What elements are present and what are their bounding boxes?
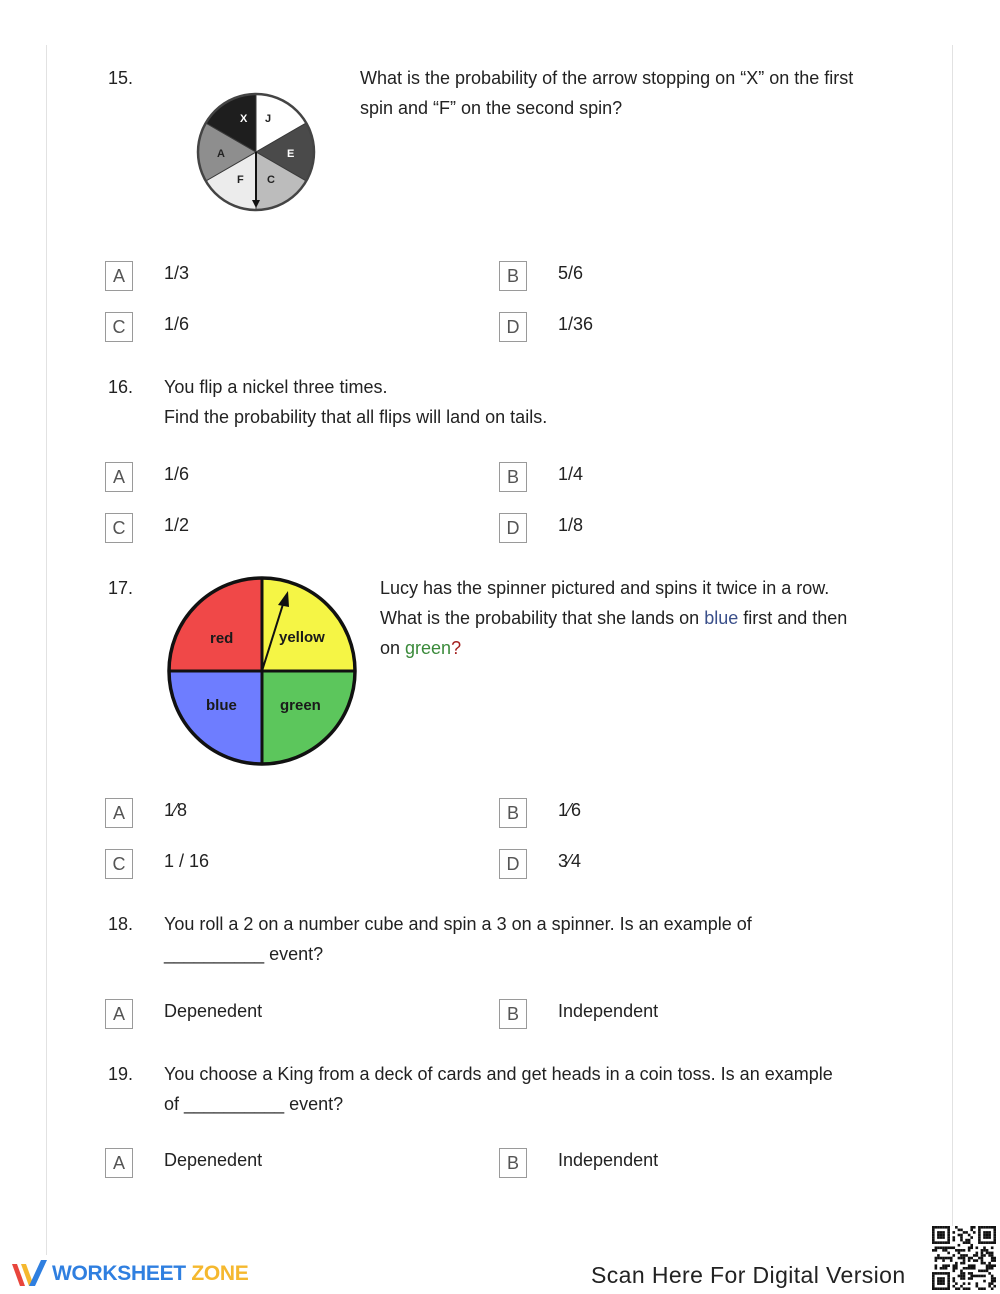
option-value: 1 / 16 bbox=[164, 851, 210, 871]
option-letter-box: B bbox=[499, 999, 527, 1029]
option-letter-box: D bbox=[499, 312, 527, 342]
q17-option-a[interactable] bbox=[105, 798, 465, 830]
question-16-line-2: Find the probability that all flips will land on tails. bbox=[164, 407, 548, 427]
q19-option-a[interactable] bbox=[105, 1148, 465, 1180]
scan-text: Scan Here For Digital Version bbox=[591, 1262, 906, 1288]
option-letter-box: B bbox=[499, 798, 527, 828]
spinner15-label-a: A bbox=[217, 148, 225, 160]
spinner17-label-yellow: yellow bbox=[279, 629, 325, 646]
option-letter-box: D bbox=[499, 513, 527, 543]
option-value: 1/8 bbox=[558, 515, 584, 535]
question-17-line-2 bbox=[380, 603, 847, 633]
option-letter-box: B bbox=[499, 462, 527, 492]
question-15-spinner bbox=[195, 91, 317, 213]
page-right-border bbox=[952, 45, 953, 1255]
option-value: 1/36 bbox=[558, 314, 594, 334]
brand-part-2: ZONE bbox=[191, 1262, 249, 1285]
worksheet-zone-logo-icon[interactable] bbox=[10, 1258, 50, 1290]
q17-line2-start: What is the probability that she lands on bbox=[380, 608, 705, 628]
qr-code-icon[interactable] bbox=[932, 1226, 996, 1290]
page-left-border bbox=[46, 45, 47, 1255]
question-18-line-1: You roll a 2 on a number cube and spin a 3 on a spinner. Is an example of bbox=[164, 914, 752, 934]
question-16-number: 16. bbox=[108, 377, 134, 397]
question-17-spinner bbox=[166, 575, 358, 767]
option-value: Depenedent bbox=[164, 1001, 263, 1021]
question-15-line-2: spin and “F” on the second spin? bbox=[360, 98, 623, 118]
question-19-line-2: of __________ event? bbox=[164, 1094, 344, 1114]
option-value: 1/3 bbox=[164, 263, 190, 283]
option-value: 1/4 bbox=[558, 464, 584, 484]
question-15-number: 15. bbox=[108, 68, 134, 88]
option-value: 1⁄6 bbox=[558, 800, 582, 820]
q17-option-d[interactable] bbox=[499, 849, 859, 881]
option-letter-box: A bbox=[105, 261, 133, 291]
q15-option-d[interactable] bbox=[499, 312, 859, 344]
q17-word-green: green bbox=[405, 638, 452, 658]
q16-option-c[interactable] bbox=[105, 513, 465, 545]
q16-option-d[interactable] bbox=[499, 513, 859, 545]
question-19-line-1: You choose a King from a deck of cards and get heads in a coin toss. Is an example bbox=[164, 1064, 833, 1084]
option-letter-box: A bbox=[105, 1148, 133, 1178]
option-letter-box: B bbox=[499, 1148, 527, 1178]
q17-question-mark: ? bbox=[451, 638, 462, 658]
option-value: 1⁄8 bbox=[164, 800, 188, 820]
q17-line3-start: on bbox=[380, 638, 406, 658]
q19-option-b[interactable] bbox=[499, 1148, 859, 1180]
option-letter-box: D bbox=[499, 849, 527, 879]
q17-word-blue: blue bbox=[704, 608, 739, 628]
spinner15-label-j: J bbox=[265, 113, 272, 125]
question-17-line-1: Lucy has the spinner pictured and spins it twice in a row. bbox=[380, 578, 830, 598]
q17-option-b[interactable] bbox=[499, 798, 859, 830]
option-letter-box: C bbox=[105, 849, 133, 879]
option-value: 1/6 bbox=[164, 314, 190, 334]
option-letter-box: A bbox=[105, 798, 133, 828]
question-16-text bbox=[164, 372, 547, 432]
option-value: Independent bbox=[558, 1150, 659, 1170]
question-19-number: 19. bbox=[108, 1064, 134, 1084]
spinner17-label-blue: blue bbox=[206, 697, 237, 714]
option-letter-box: A bbox=[105, 999, 133, 1029]
spinner15-label-e: E bbox=[287, 148, 295, 160]
spinner15-label-x: X bbox=[240, 113, 248, 125]
option-value: Depenedent bbox=[164, 1150, 263, 1170]
q18-option-a[interactable] bbox=[105, 999, 465, 1031]
spinner17-label-green: green bbox=[280, 697, 321, 714]
option-value: Independent bbox=[558, 1001, 659, 1021]
q15-option-b[interactable] bbox=[499, 261, 859, 293]
question-16-line-1: You flip a nickel three times. bbox=[164, 377, 388, 397]
brand-part-1: WORKSHEET bbox=[52, 1262, 186, 1285]
q16-option-b[interactable] bbox=[499, 462, 859, 494]
option-letter-box: C bbox=[105, 513, 133, 543]
option-letter-box: C bbox=[105, 312, 133, 342]
q18-option-b[interactable] bbox=[499, 999, 859, 1031]
q15-option-c[interactable] bbox=[105, 312, 465, 344]
spinner17-label-red: red bbox=[210, 630, 234, 647]
question-17-line-3 bbox=[380, 633, 847, 663]
option-value: 1/2 bbox=[164, 515, 190, 535]
brand-name[interactable] bbox=[52, 1262, 249, 1286]
question-15-text bbox=[360, 63, 853, 123]
q17-option-c[interactable] bbox=[105, 849, 465, 881]
question-15-line-1: What is the probability of the arrow stopping on “X” on the first bbox=[360, 68, 854, 88]
question-18-text bbox=[164, 909, 752, 969]
q16-option-a[interactable] bbox=[105, 462, 465, 494]
question-18-line-2: __________ event? bbox=[164, 944, 324, 964]
option-letter-box: A bbox=[105, 462, 133, 492]
question-18-number: 18. bbox=[108, 914, 134, 934]
option-value: 5/6 bbox=[558, 263, 584, 283]
question-19-text bbox=[164, 1059, 833, 1119]
option-letter-box: B bbox=[499, 261, 527, 291]
q17-line2-end: first and then bbox=[738, 608, 848, 628]
question-17-text bbox=[380, 573, 847, 663]
option-value: 1/6 bbox=[164, 464, 190, 484]
spinner15-label-f: F bbox=[237, 174, 244, 186]
option-value: 3⁄4 bbox=[558, 851, 582, 871]
q15-option-a[interactable] bbox=[105, 261, 465, 293]
question-17-number: 17. bbox=[108, 578, 134, 598]
spinner15-label-c: C bbox=[267, 174, 275, 186]
